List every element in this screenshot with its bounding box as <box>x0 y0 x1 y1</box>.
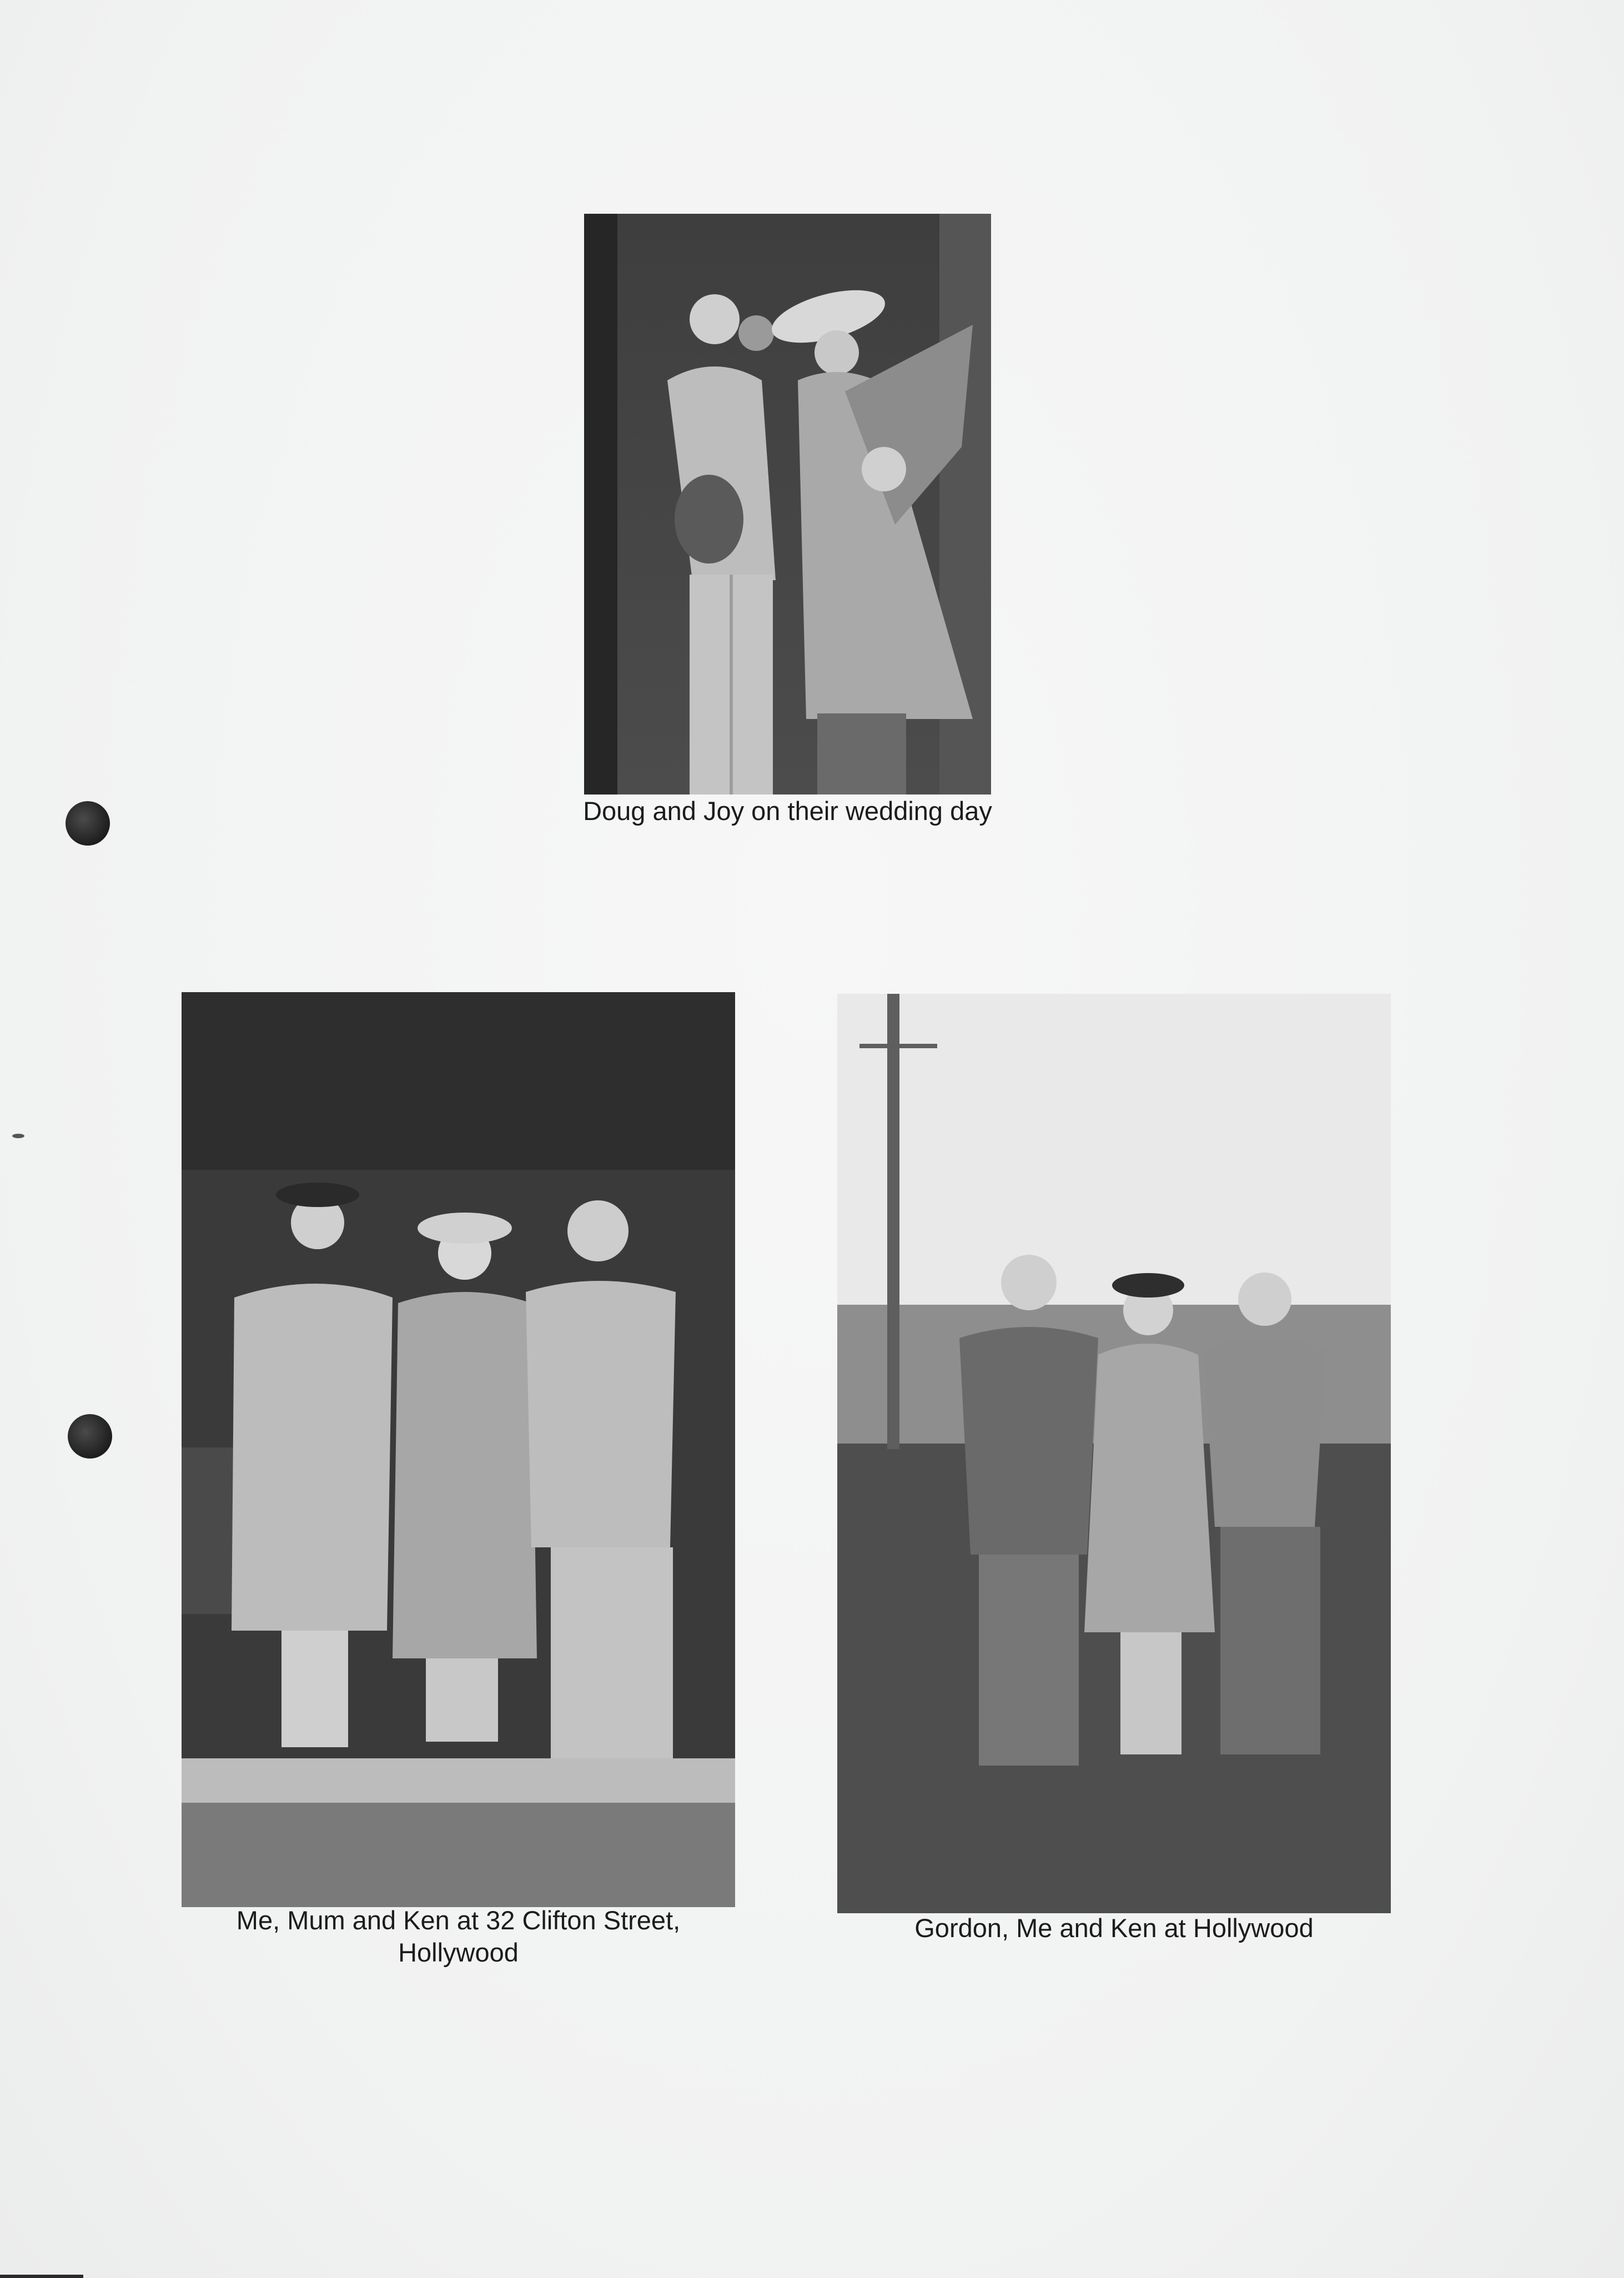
caption-line: Me, Mum and Ken at 32 Clifton Street, <box>236 1905 681 1935</box>
clifton-photo-image <box>182 992 735 1907</box>
punch-hole <box>68 1414 112 1459</box>
caption-line: Gordon, Me and Ken at Hollywood <box>914 1913 1314 1943</box>
wedding-photo-image <box>584 214 991 794</box>
paper-mark <box>12 1134 24 1138</box>
caption-line: Doug and Joy on their wedding day <box>583 796 992 826</box>
photo-hollywood <box>837 994 1391 1913</box>
caption-clifton-street <box>182 1904 735 1969</box>
punch-hole <box>66 801 110 846</box>
caption-hollywood <box>837 1912 1391 1944</box>
page-edge-mark <box>0 2275 83 2278</box>
caption-wedding <box>529 795 1047 827</box>
caption-line: Hollywood <box>398 1938 519 1967</box>
photo-clifton-street <box>182 992 735 1907</box>
hollywood-photo-image <box>837 994 1391 1913</box>
photo-wedding <box>584 214 991 794</box>
